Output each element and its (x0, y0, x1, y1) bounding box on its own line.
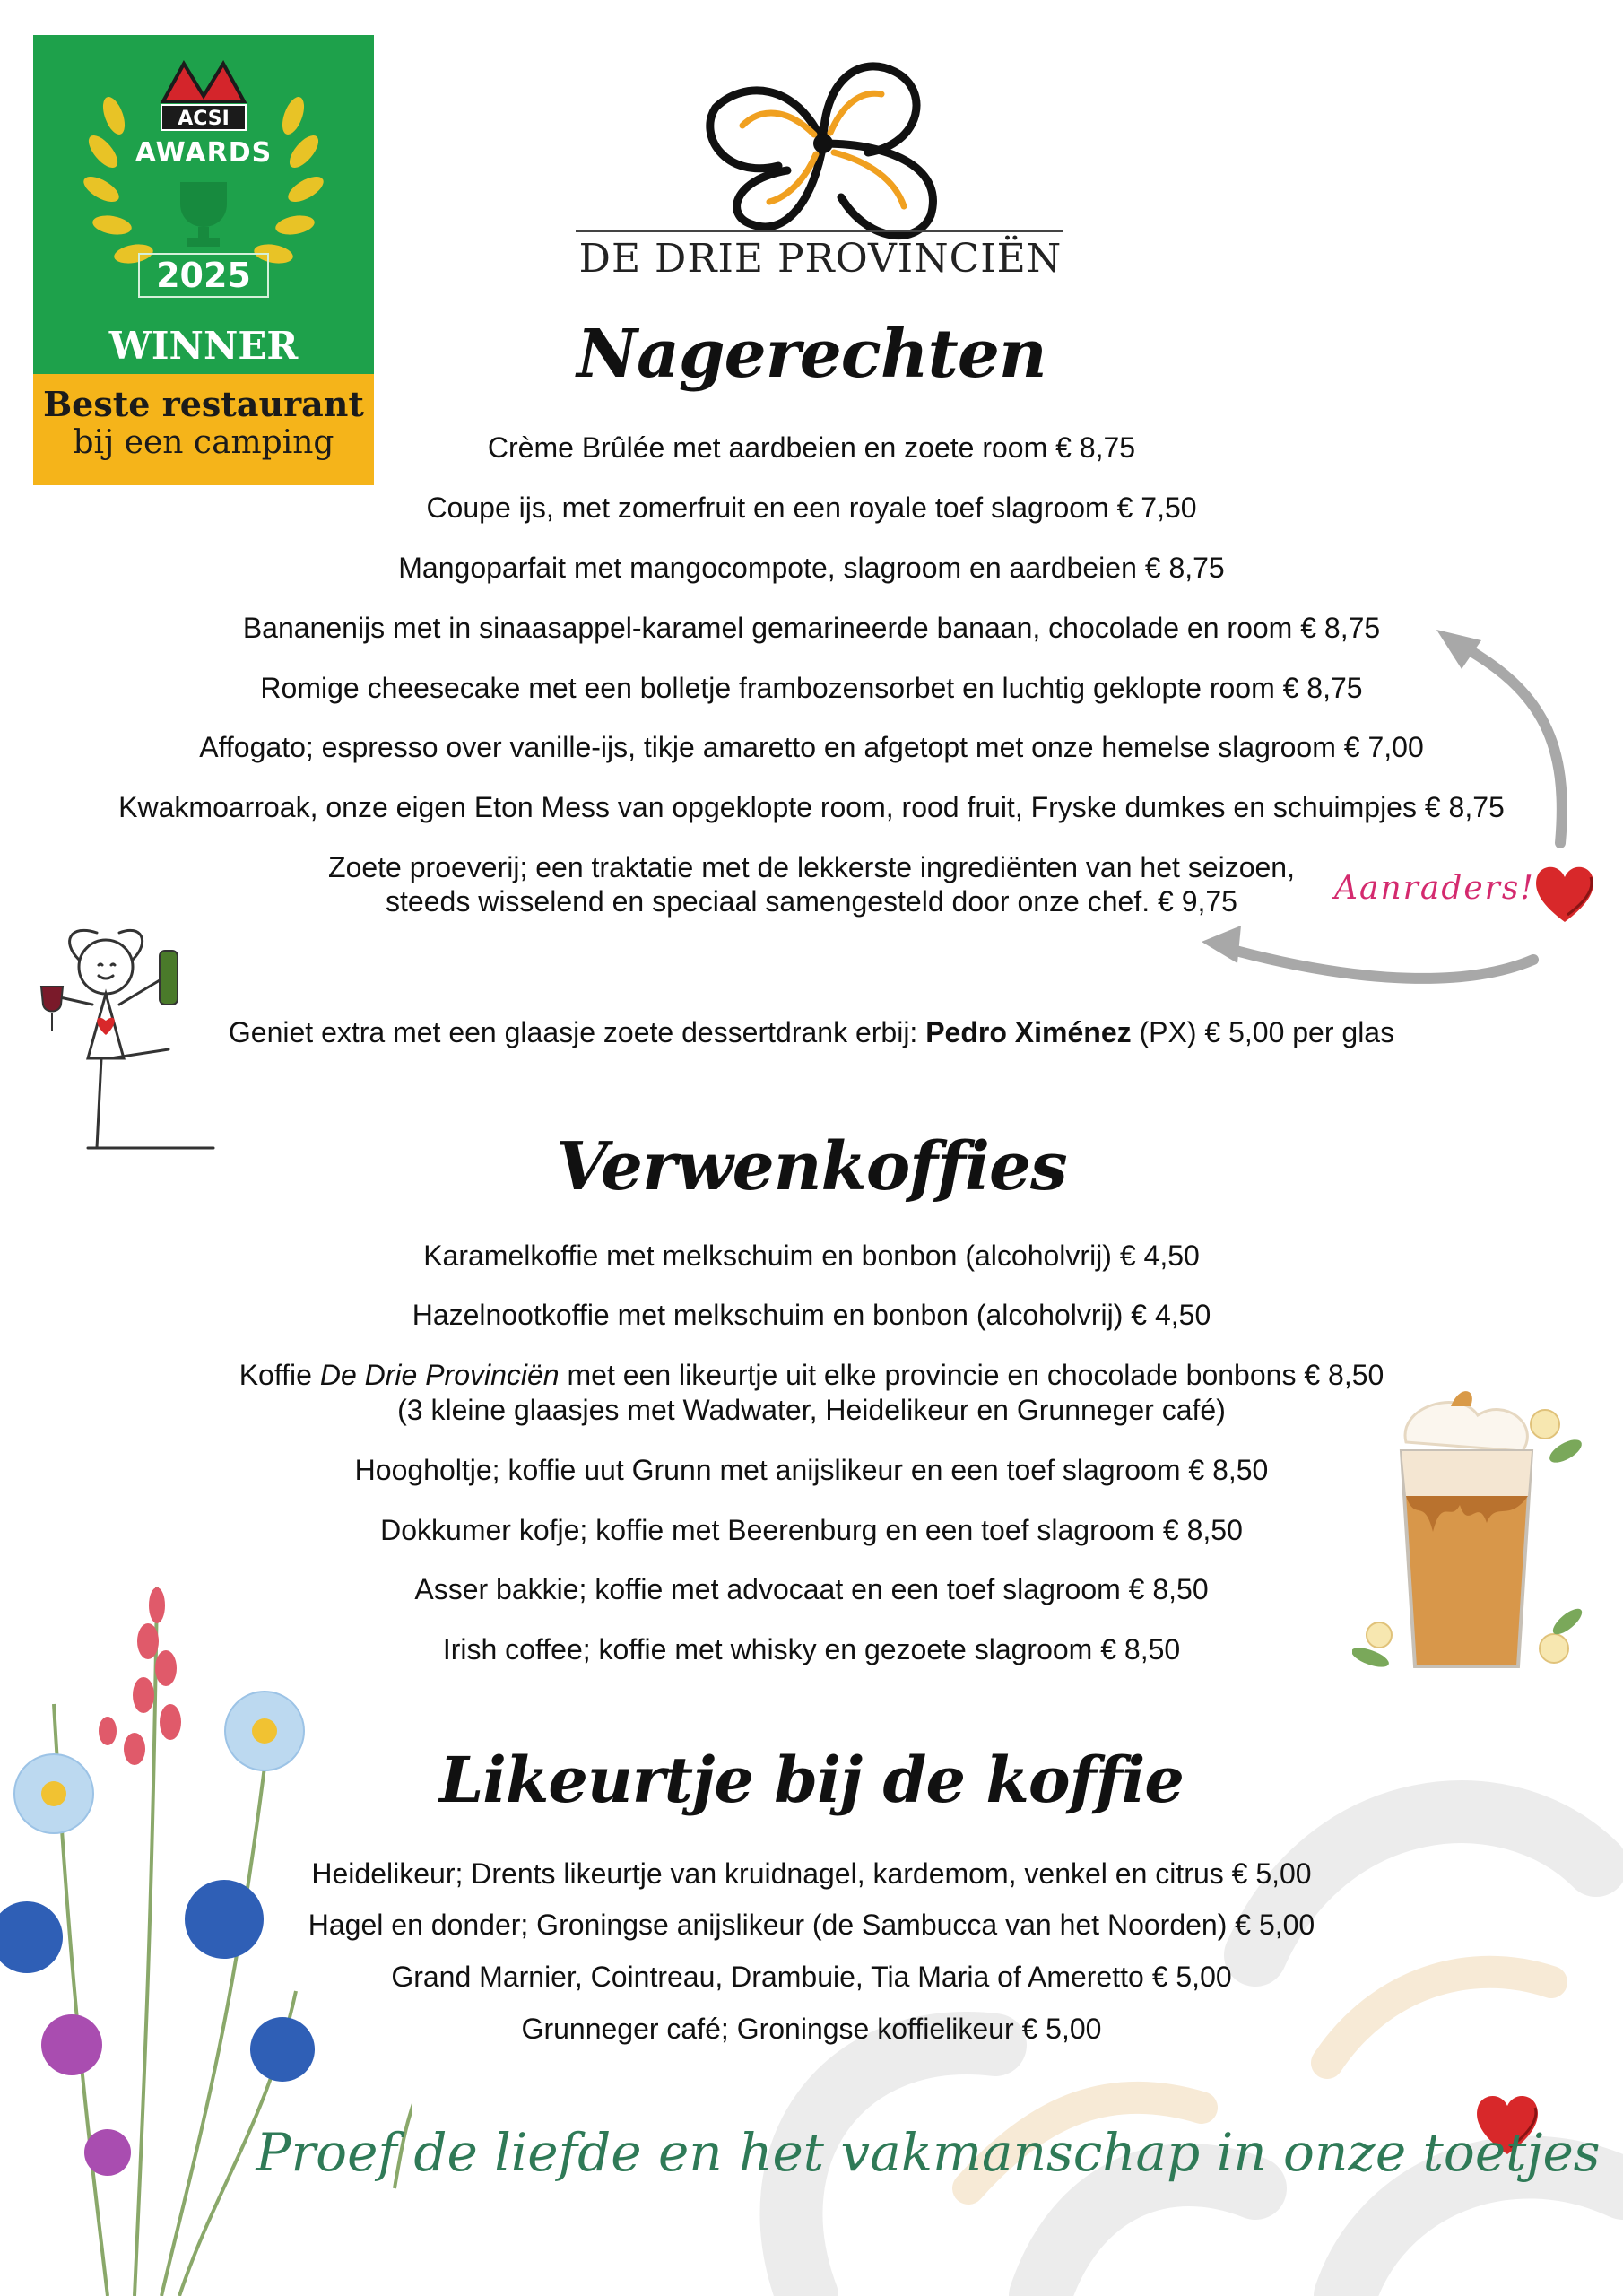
heading-nagerechten: Nagerechten (577, 316, 1046, 393)
badge-line1: Beste restaurant (43, 384, 364, 424)
menu-item: Karamelkoffie met melkschuim en bonbon (alcoholvrij) € 4,50 (423, 1239, 1200, 1272)
drink-prefix: Geniet extra met een glaasje zoete dessertdrank erbij: (228, 1016, 926, 1048)
koffie-prefix: Koffie (239, 1359, 320, 1391)
menu-item: Zoete proeverij; een traktatie met de lekkerste ingrediënten van het seizoen, (328, 851, 1295, 883)
tagline: Proef de liefde en het vakmanschap in onze toetjes (256, 2122, 1601, 2183)
menu-item: Coupe ijs, met zomerfruit en een royale toef slagroom € 7,50 (426, 491, 1197, 524)
menu-item-sub: (3 kleine glaasjes met Wadwater, Heidelikeur en Grunneger café) (397, 1394, 1226, 1426)
aanraders-label: Aanraders! (1334, 870, 1535, 907)
menu-item: Irish coffee; koffie met whisky en gezoete slagroom € 8,50 (442, 1633, 1181, 1665)
acsi-award-badge (33, 35, 374, 485)
menu-item: Asser bakkie; koffie met advocaat en een toef slagroom € 8,50 (414, 1573, 1209, 1605)
menu-item: steeds wisselend en speciaal samengesteld door onze chef. € 9,75 (386, 885, 1237, 918)
tent-icon (159, 60, 248, 103)
badge-winner: WINNER (108, 324, 299, 368)
menu-item-koffie-drie-provincien (0, 1359, 1623, 1392)
menu-item: Hazelnootkoffie met melkschuim en bonbon (alcoholvrij) € 4,50 (412, 1299, 1211, 1331)
menu-item: Hoogholtje; koffie uut Grunn met anijslikeur en een toef slagroom € 8,50 (354, 1454, 1269, 1486)
menu-item: Bananenijs met in sinaasappel-karamel gemarineerde banaan, chocolade en room € 8,75 (242, 612, 1381, 644)
menu-item: Mangoparfait met mangocompote, slagroom en aardbeien € 8,75 (398, 552, 1225, 584)
drink-suffix: (PX) € 5,00 per glas (1131, 1016, 1395, 1048)
drink-name: Pedro Ximénez (925, 1016, 1132, 1048)
wildflowers-icon (0, 1561, 412, 2296)
trophy-icon (168, 178, 239, 248)
koffie-suffix: met een likeurtje uit elke provincie en chocolade bonbons € 8,50 (559, 1359, 1384, 1391)
badge-acsi: ACSI (161, 104, 247, 131)
koffie-name: De Drie Provinciën (319, 1359, 560, 1391)
iced-coffee-icon (1352, 1388, 1585, 1684)
restaurant-name: DE DRIE PROVINCIËN (578, 236, 1063, 282)
badge-awards: AWARDS (135, 137, 273, 169)
heading-verwenkoffies: Verwenkoffies (556, 1128, 1067, 1205)
menu-item: Hagel en donder; Groningse anijslikeur (de Sambucca van het Noorden) € 5,00 (308, 1909, 1315, 1941)
menu-item: Kwakmoarroak, onze eigen Eton Mess van opgeklopte room, rood fruit, Fryske dumkes en schuimpjes € 8,75 (118, 791, 1505, 823)
dessert-drink-line (0, 1016, 1623, 1049)
heading-likeurtje: Likeurtje bij de koffie (439, 1743, 1184, 1817)
menu-item: Grunneger café; Groningse koffielikeur € 5,00 (521, 2013, 1102, 2045)
menu-item: Romige cheesecake met een bolletje frambozensorbet en luchtig geklopte room € 8,75 (260, 672, 1363, 704)
badge-line2: bij een camping (73, 424, 334, 461)
badge-year: 2025 (138, 253, 269, 298)
menu-item: Affogato; espresso over vanille-ijs, tikje amaretto en afgetopt met onze hemelse slagroom € 7,00 (199, 731, 1424, 763)
menu-item: Crème Brûlée met aardbeien en zoete room € 8,75 (487, 431, 1136, 464)
menu-item: Grand Marnier, Cointreau, Drambuie, Tia Maria of Ameretto € 5,00 (391, 1961, 1232, 1993)
curved-arrow-icon (1202, 619, 1596, 1004)
menu-item: Dokkumer kofje; koffie met Beerenburg en een toef slagroom € 8,50 (380, 1514, 1243, 1546)
flower-logo-icon (689, 45, 958, 251)
logo-divider (576, 230, 1063, 232)
heart-icon (1532, 861, 1598, 926)
menu-item: Heidelikeur; Drents likeurtje van kruidnagel, kardemom, venkel en citrus € 5,00 (311, 1857, 1312, 1890)
